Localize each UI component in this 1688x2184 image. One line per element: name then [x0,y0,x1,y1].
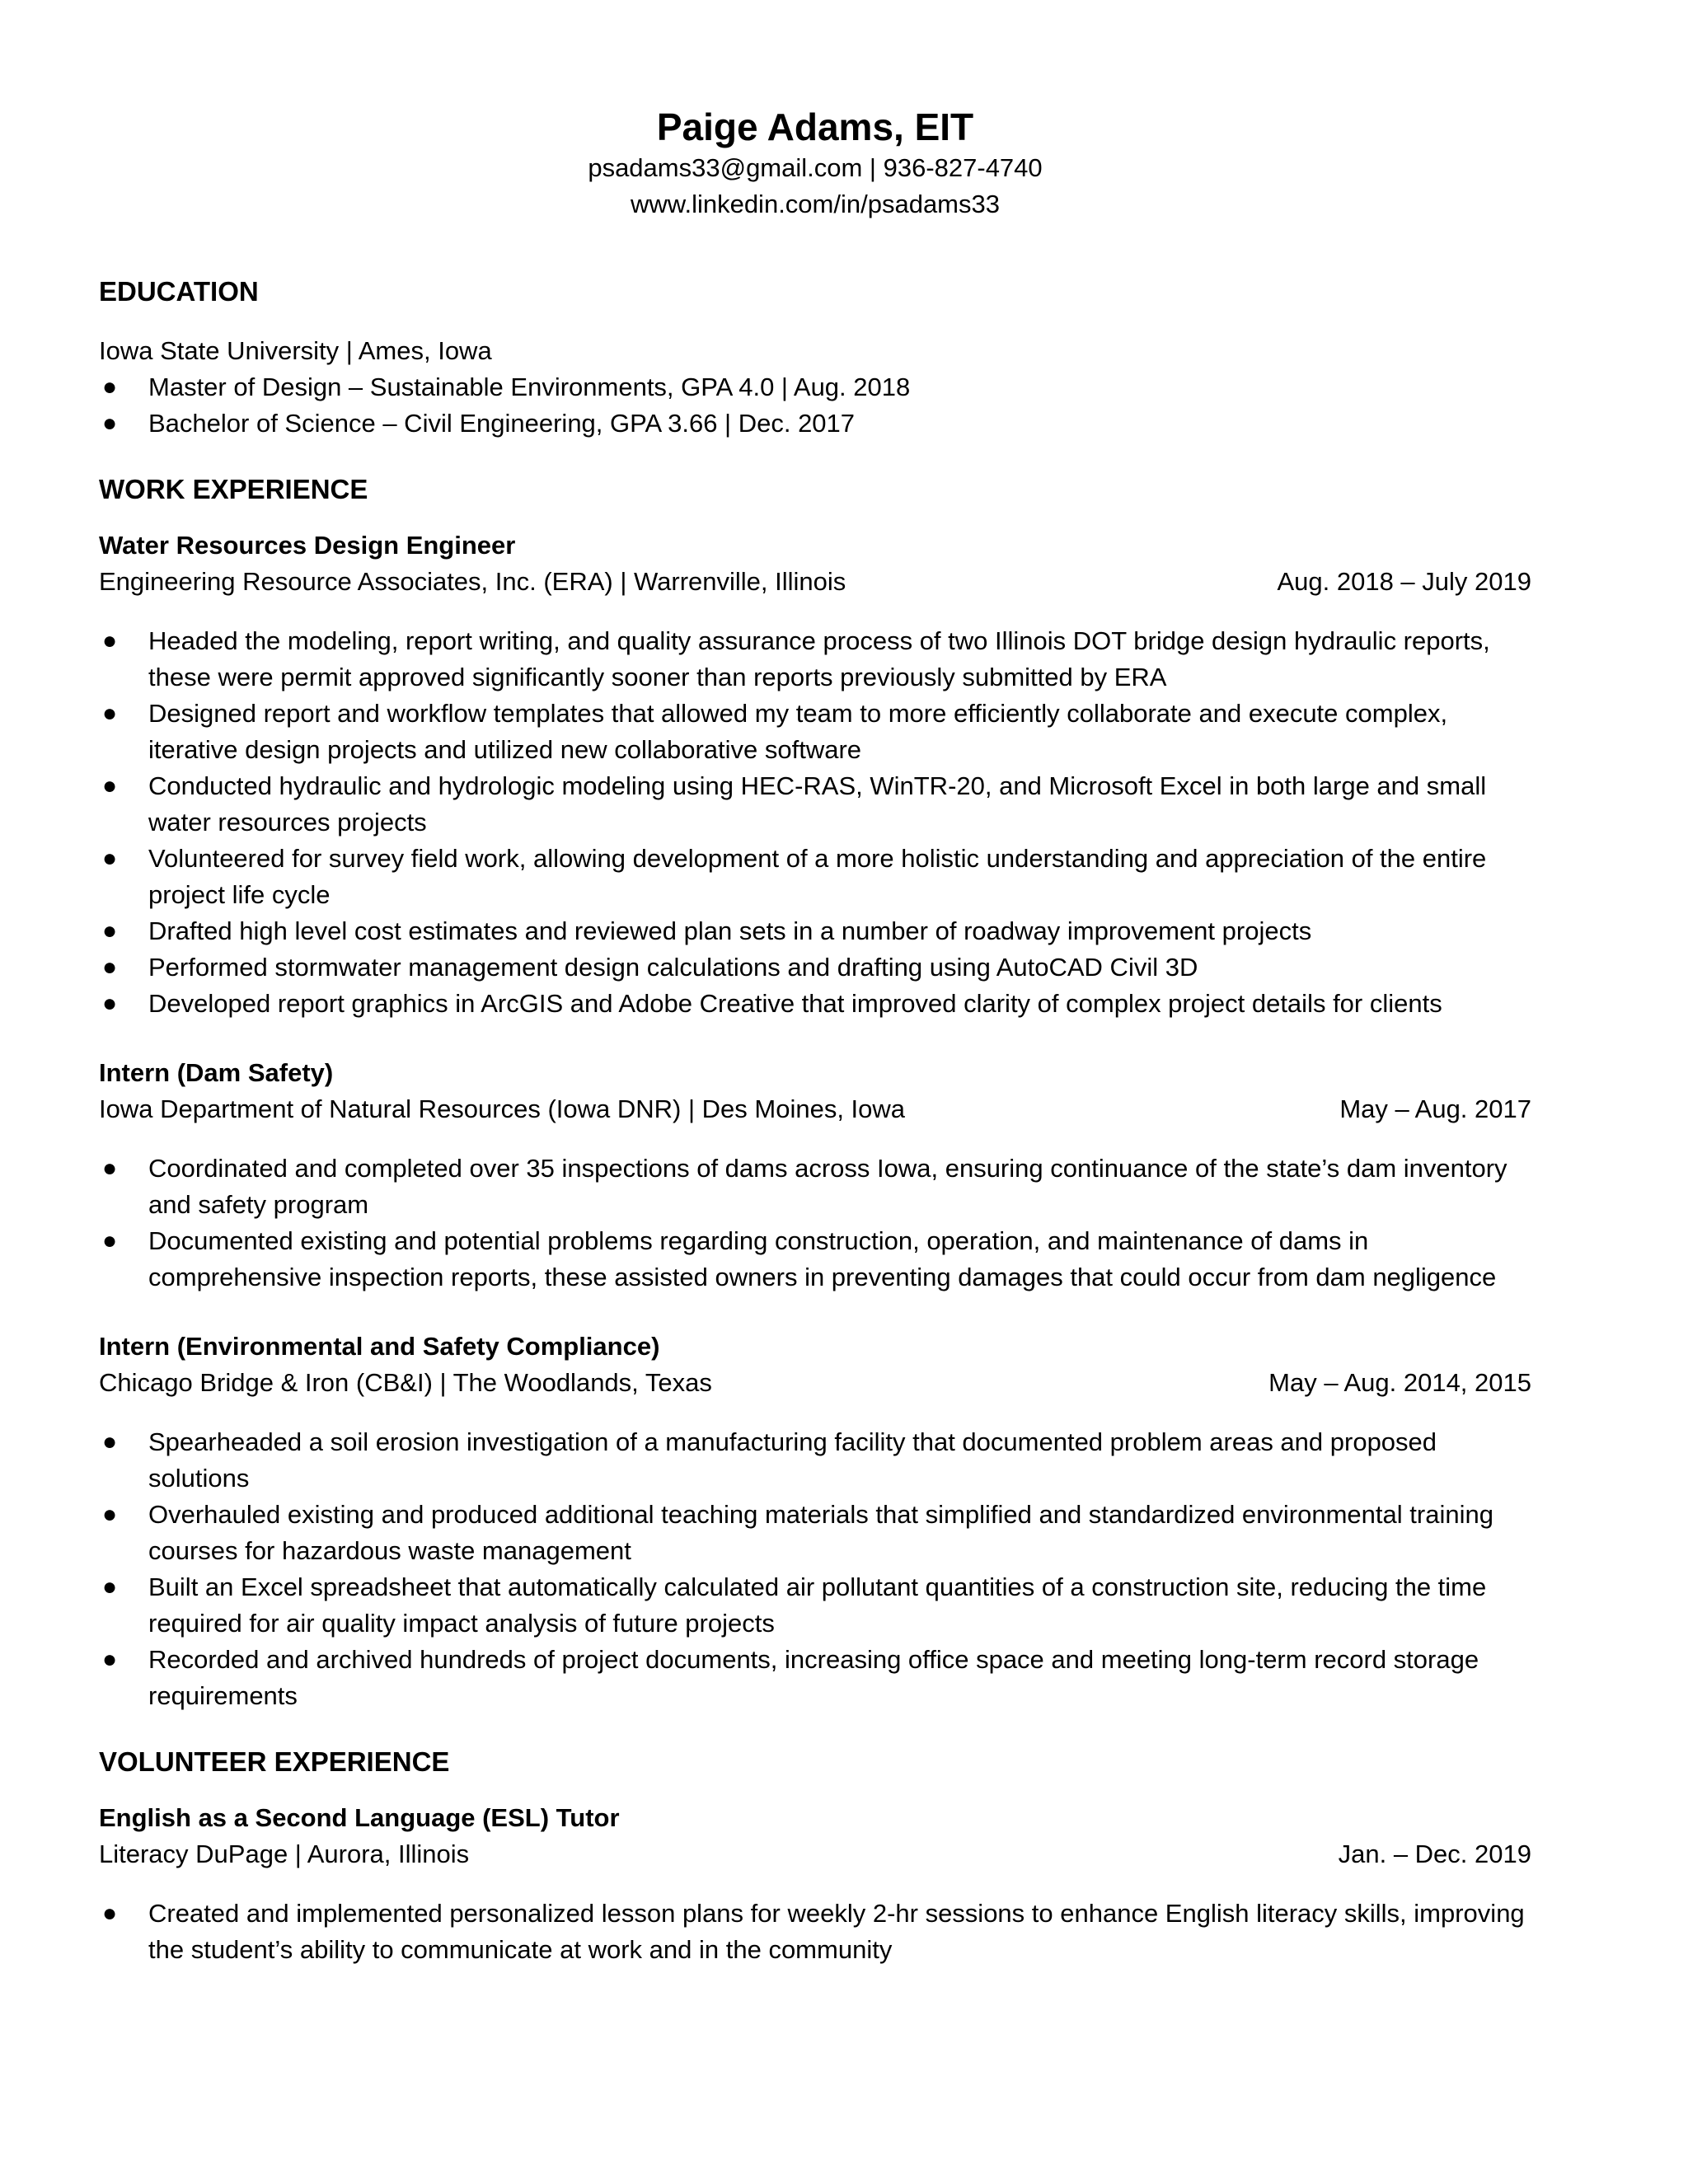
list-item: ● Drafted high level cost estimates and reviewed plan sets in a number of roadway improvement projects [99,913,1531,949]
list-item: ● Built an Excel spreadsheet that automatically calculated air pollutant quantities of a construction site, reducing the time required for air quality impact analysis of future projects [99,1569,1531,1642]
bullet-icon: ● [102,1227,118,1254]
school-line: Iowa State University | Ames, Iowa [99,336,492,365]
degree-list [99,369,1531,442]
bullet-icon: ● [102,954,118,981]
job-dates: Jan. – Dec. 2019 [1338,1840,1531,1868]
org-name: Chicago Bridge & Iron (CB&I) | The Woodlands, Texas [99,1368,712,1397]
job-dates: May – Aug. 2017 [1339,1094,1531,1123]
job-dates: Aug. 2018 – July 2019 [1277,567,1531,596]
list-item: ● Performed stormwater management design calculations and drafting using AutoCAD Civil 3D [99,949,1531,986]
list-item: ● Recorded and archived hundreds of project documents, increasing office space and meeting long-term record storage requirements [99,1642,1531,1714]
org-line [99,564,1531,600]
bullet-icon: ● [102,917,118,944]
list-item: ● Documented existing and potential problems regarding construction, operation, and maintenance of dams in comprehensive inspection reports, these assisted owners in preventing damages that could occur from dam negligence [99,1223,1531,1296]
job-entry [99,527,1531,1022]
contact-line: psadams33@gmail.com | 936-827-4740 [588,153,1043,182]
list-item: ● Spearheaded a soil erosion investigation of a manufacturing facility that documented problem areas and proposed solutions [99,1424,1531,1497]
org-name: Literacy DuPage | Aurora, Illinois [99,1840,470,1868]
section-title-work: WORK EXPERIENCE [99,474,368,504]
list-item: ● Created and implemented personalized lesson plans for weekly 2-hr sessions to enhance English literacy skills, improving the student’s ability to communicate at work and in the community [99,1896,1531,1968]
bullet-icon: ● [102,700,118,727]
bullet-icon: ● [102,1646,118,1673]
list-item: ● Volunteered for survey field work, allowing development of a more holistic understanding and appreciation of the entire project life cycle [99,841,1531,913]
bullet-icon: ● [102,990,118,1017]
list-item: ● Coordinated and completed over 35 inspections of dams across Iowa, ensuring continuance of the state’s dam inventory and safety program [99,1151,1531,1223]
job-title: English as a Second Language (ESL) Tutor [99,1803,620,1832]
list-item: ● Developed report graphics in ArcGIS and Adobe Creative that improved clarity of complex project details for clients [99,986,1531,1022]
list-item: ● Overhauled existing and produced additional teaching materials that simplified and standardized environmental training courses for hazardous waste management [99,1497,1531,1569]
bullet-icon: ● [102,845,118,872]
org-name: Iowa Department of Natural Resources (Iowa DNR) | Des Moines, Iowa [99,1094,906,1123]
linkedin-link[interactable]: www.linkedin.com/in/psadams33 [631,190,1000,218]
org-line [99,1365,1531,1401]
org-name: Engineering Resource Associates, Inc. (ERA) | Warrenville, Illinois [99,567,846,596]
section-title-volunteer: VOLUNTEER EXPERIENCE [99,1746,450,1777]
job-bullets [99,1151,1531,1296]
section-title-education: EDUCATION [99,276,259,307]
work-section [99,471,1531,1714]
list-item: ● Bachelor of Science – Civil Engineering, GPA 3.66 | Dec. 2017 [99,405,1531,442]
list-item: ● Master of Design – Sustainable Environments, GPA 4.0 | Aug. 2018 [99,369,1531,405]
list-item: ● Headed the modeling, report writing, and quality assurance process of two Illinois DOT bridge design hydraulic reports, these were permit approved significantly sooner than reports previously submitted by ERA [99,623,1531,696]
job-bullets [99,623,1531,1022]
bullet-icon: ● [102,373,118,401]
volunteer-section [99,1744,1531,1968]
resume-header [99,0,1531,223]
bullet-icon: ● [102,627,118,654]
education-section [99,274,1531,442]
candidate-name: Paige Adams, EIT [656,105,974,148]
bullet-icon: ● [102,1573,118,1601]
bullet-icon: ● [102,772,118,799]
job-title: Water Resources Design Engineer [99,531,516,560]
job-title: Intern (Environmental and Safety Compliance) [99,1332,660,1361]
job-bullets [99,1424,1531,1714]
org-line [99,1091,1531,1127]
bullet-icon: ● [102,410,118,437]
bullet-icon: ● [102,1501,118,1528]
job-entry [99,1329,1531,1714]
job-title: Intern (Dam Safety) [99,1058,334,1087]
bullet-icon: ● [102,1900,118,1927]
list-item: ● Conducted hydraulic and hydrologic modeling using HEC-RAS, WinTR-20, and Microsoft Excel in both large and small water resources projects [99,768,1531,841]
list-item: ● Designed report and workflow templates that allowed my team to more efficiently collaborate and execute complex, iterative design projects and utilized new collaborative software [99,696,1531,768]
job-dates: May – Aug. 2014, 2015 [1268,1368,1531,1397]
job-entry [99,1055,1531,1296]
org-line [99,1836,1531,1872]
bullet-icon: ● [102,1155,118,1182]
volunteer-bullets [99,1896,1531,1968]
bullet-icon: ● [102,1428,118,1455]
